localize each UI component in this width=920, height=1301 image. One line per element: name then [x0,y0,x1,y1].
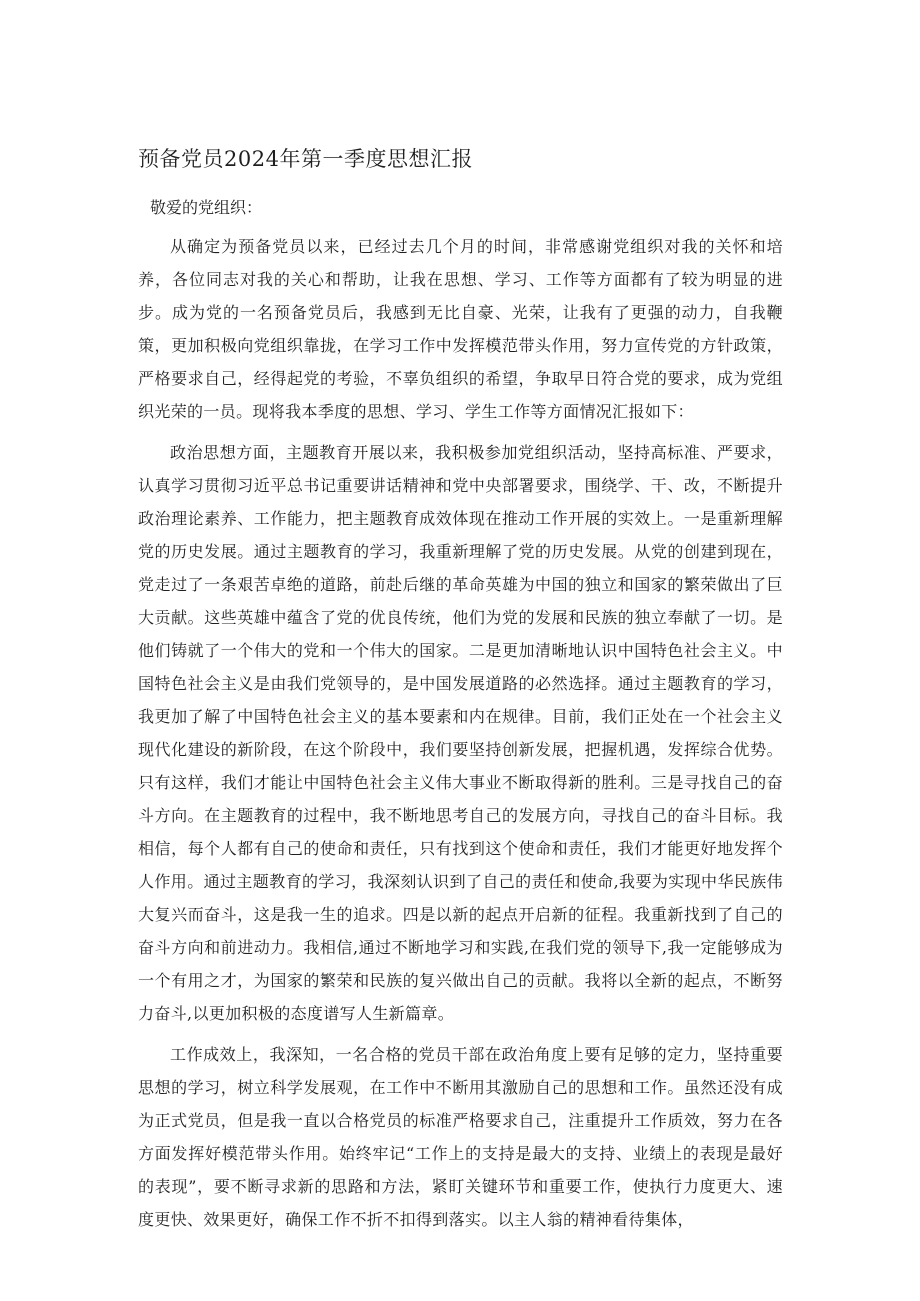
paragraph-introduction: 从确定为预备党员以来，已经过去几个月的时间，非常感谢党组织对我的关怀和培养，各位同志对我的关心和帮助，让我在思想、学习、工作等方面都有了较为明显的进步。成为党的一名预备党员后，我感到无比自豪、光荣，让我有了更强的动力，自我鞭策，更加积极向党组织靠拢，在学习工作中发挥模范带头作用，努力宣传党的方针政策，严格要求自己，经得起党的考验，不辜负组织的希望，争取早日符合党的要求，成为党组织光荣的一员。现将我本季度的思想、学习、学生工作等方面情况汇报如下： [138,237,783,421]
paragraph-political-thought: 政治思想方面，主题教育开展以来，我积极参加党组织活动，坚持高标准、严要求，认真学习贯彻习近平总书记重要讲话精神和党中央部署要求，围绕学、干、改，不断提升政治理论素养、工作能力，把主题教育成效体现在推动工作开展的实效上。一是重新理解党的历史发展。通过主题教育的学习，我重新理解了党的历史发展。从党的创建到现在，党走过了一条艰苦卓绝的道路，前赴后继的革命英雄为中国的独立和国家的繁荣做出了巨大贡献。这些英雄中蕴含了党的优良传统，他们为党的发展和民族的独立奉献了一切。是他们铸就了一个伟大的党和一个伟大的国家。二是更加清晰地认识中国特色社会主义。中国特色社会主义是由我们党领导的，是中国发展道路的必然选择。通过主题教育的学习，我更加了解了中国特色社会主义的基本要素和内在规律。目前，我们正处在一个社会主义现代化建设的新阶段，在这个阶段中，我们要坚持创新发展，把握机遇，发挥综合优势。只有这样，我们才能让中国特色社会主义伟大事业不断取得新的胜利。三是寻找自己的奋斗方向。在主题教育的过程中，我不断地思考自己的发展方向，寻找自己的奋斗目标。我相信，每个人都有自己的使命和责任，只有找到这个使命和责任，我们才能更好地发挥个人作用。通过主题教育的学习，我深刻认识到了自己的责任和使命,我要为实现中华民族伟大复兴而奋斗，这是我一生的追求。四是以新的起点开启新的征程。我重新找到了自己的奋斗方向和前进动力。我相信,通过不断地学习和实践,在我们党的领导下,我一定能够成为一个有用之才，为国家的繁荣和民族的复兴做出自己的贡献。我将以全新的起点，不断努力奋斗,以更加积极的态度谱写人生新篇章。 [138,443,783,1023]
document-body [138,230,783,1244]
document-title: 预备党员2024年第一季度思想汇报 [138,147,473,171]
salutation: 敬爱的党组织： [150,198,263,217]
paragraph-work-results: 工作成效上，我深知，一名合格的党员干部在政治角度上要有足够的定力，坚持重要思想的学习，树立科学发展观，在工作中不断用其激励自己的思想和工作。虽然还没有成为正式党员，但是我一直以合格党员的标准严格要求自己，注重提升工作质效，努力在各方面发挥好模范带头作用。始终牢记“工作上的支持是最大的支持、业绩上的表现是最好的表现”，要不断寻求新的思路和方法，紧盯关键环节和重要工作，使执行力度更大、速度更快、效果更好，确保工作不折不扣得到落实。以主人翁的精神看待集体， [138,1045,783,1229]
